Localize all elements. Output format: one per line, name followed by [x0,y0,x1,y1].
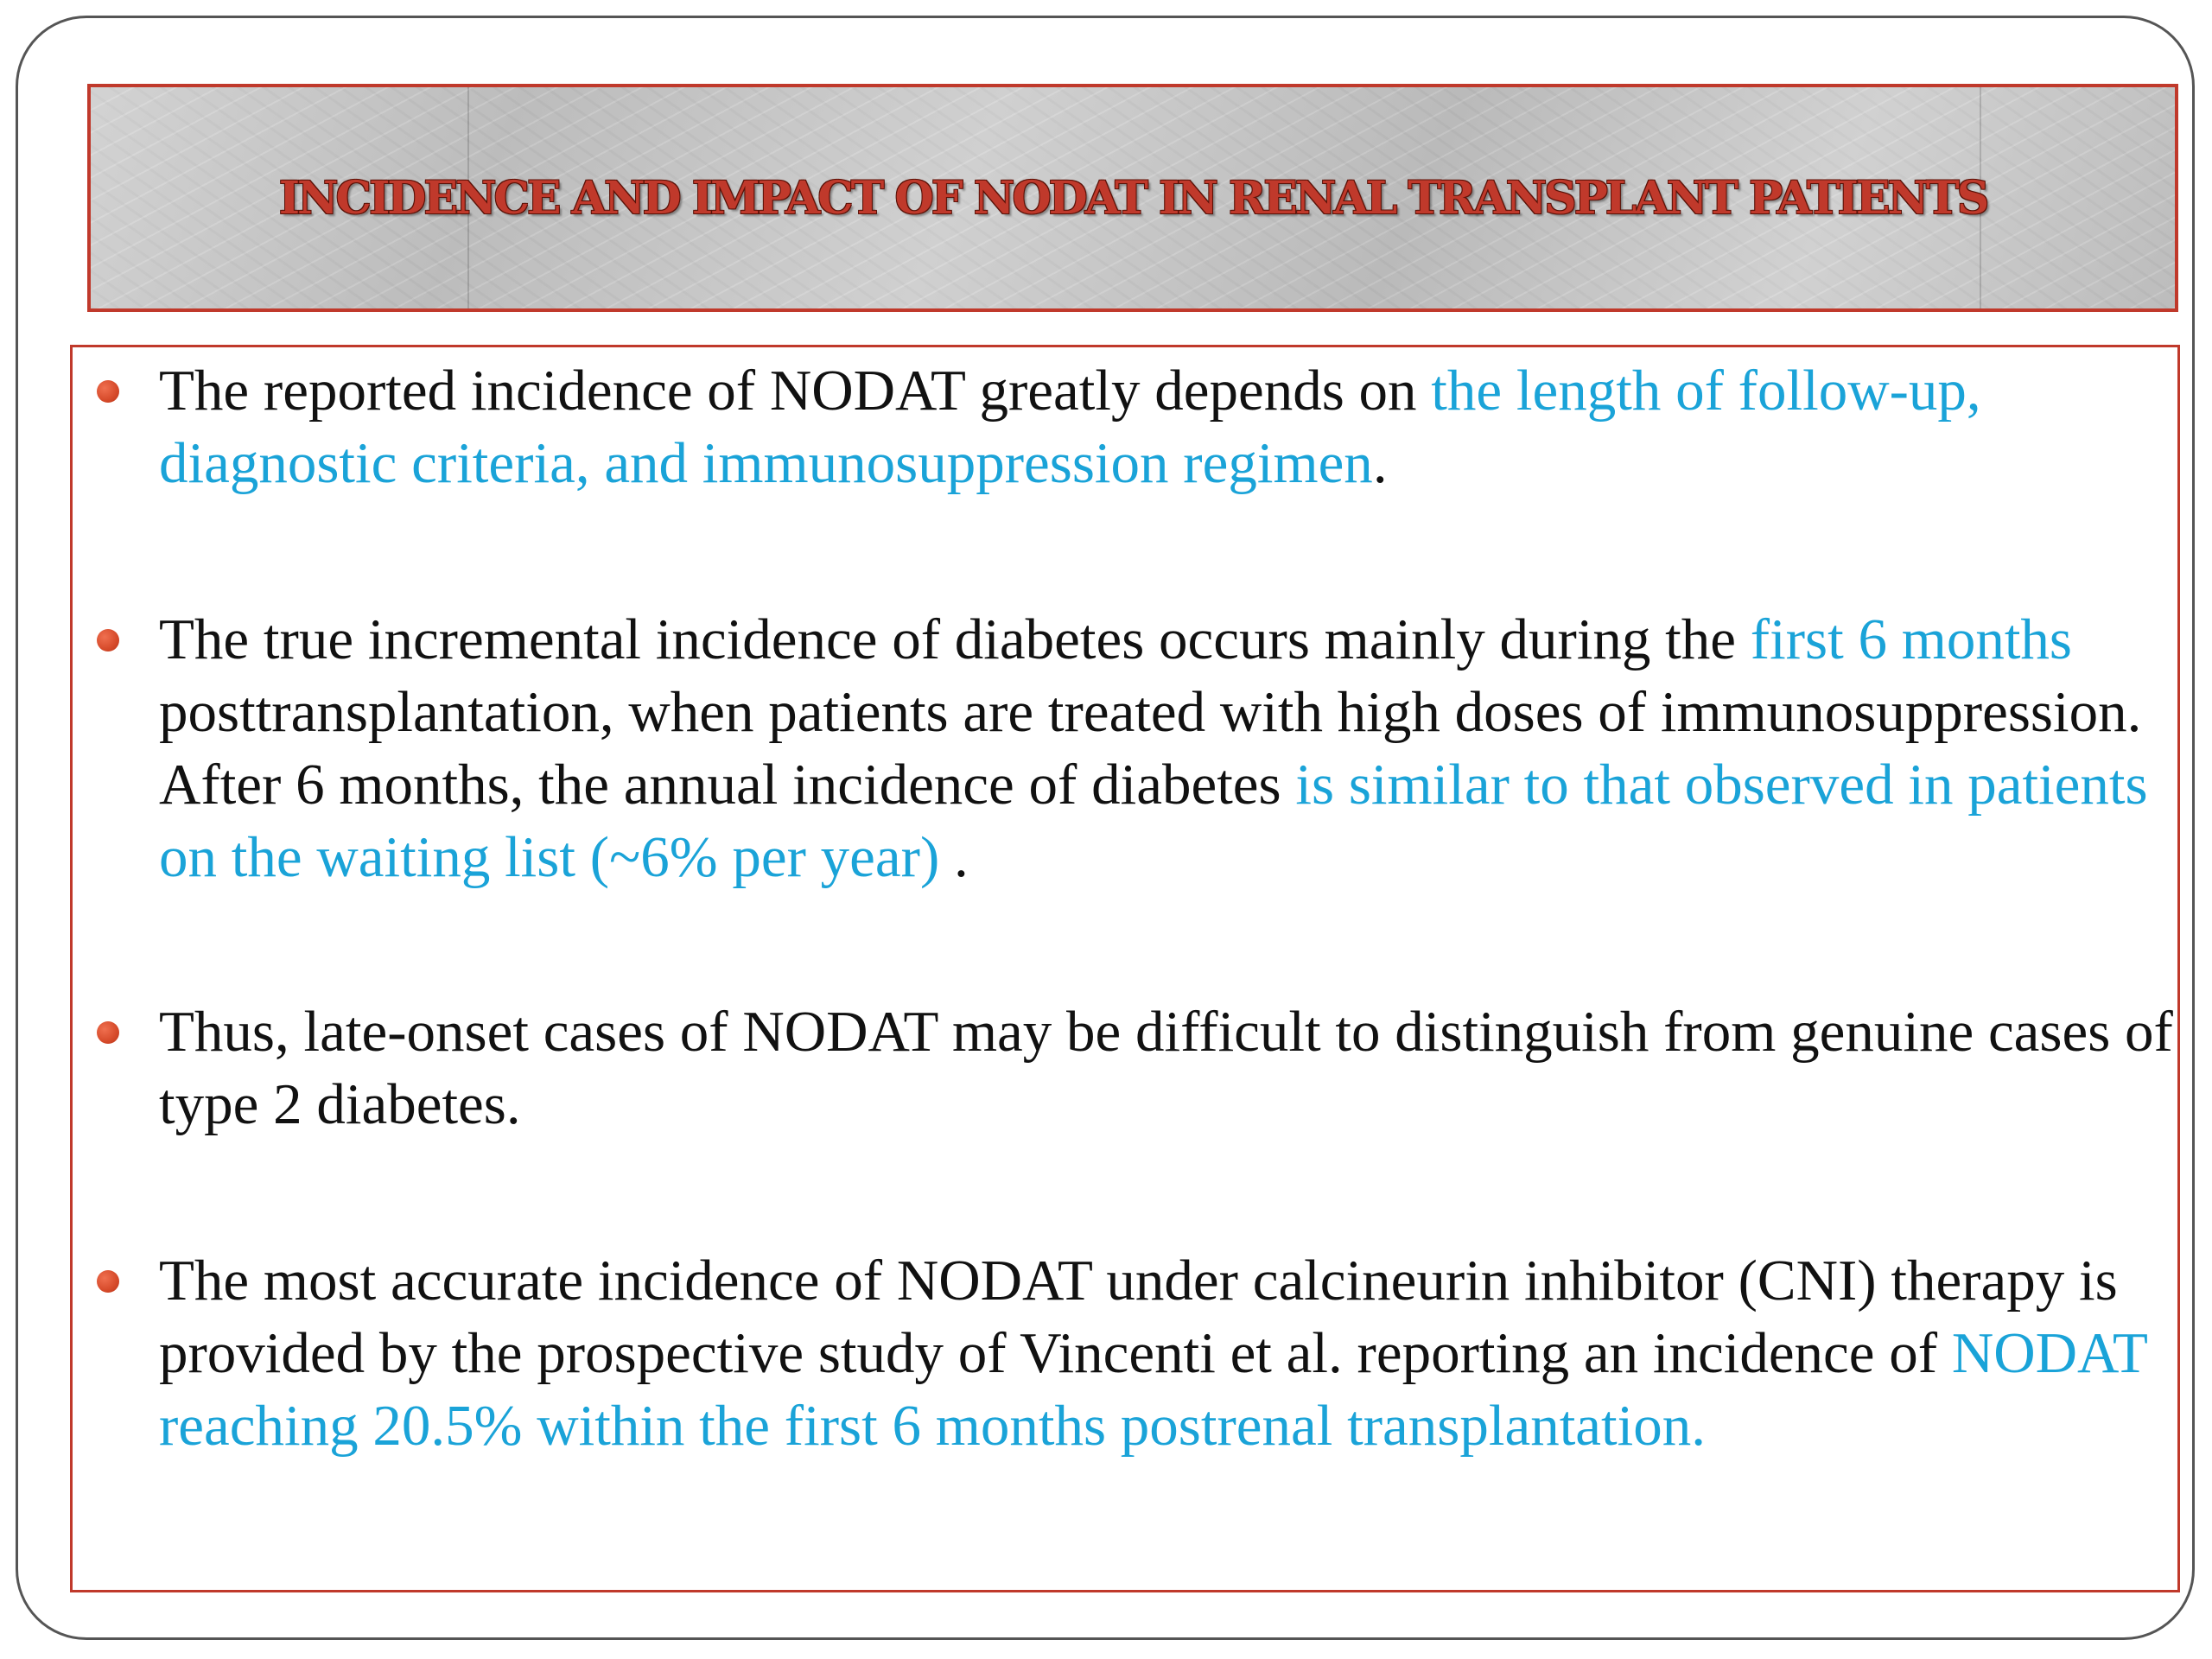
highlighted-text: NODAT reaching 20.5% within the first 6 months postrenal transplantation. [159,1321,2147,1458]
content-box [70,345,2180,1592]
text-segment: . [1372,431,1388,495]
bullet-dot-icon [97,1270,119,1293]
title-banner [87,84,2178,312]
highlighted-text: the length of follow-up, diagnostic criteria, and immunosuppression regimen [159,359,1981,495]
text-segment: . [939,825,969,889]
slide [16,16,2195,1640]
bullet-text [159,995,2198,1141]
bullet-dot-icon [97,380,119,403]
bullet-dot-icon [97,1021,119,1044]
slide-title: INCIDENCE AND IMPACT OF NODAT IN RENAL TRANSPLANT PATIENTS [278,171,1987,225]
bullet-text [159,354,2198,499]
text-segment: posttransplantation, when patients are treated with high doses of immunosuppression. After 6 months, the annual incidence of diabetes [159,680,2142,817]
text-segment: The reported incidence of NODAT greatly depends on [159,359,1432,423]
highlighted-text: first 6 months [1750,607,2073,671]
bullet-text [159,1244,2198,1462]
highlighted-text: is similar to that observed in patients on the waiting list (~6% per year) [159,753,2148,889]
bullet-dot-icon [97,629,119,652]
text-segment: The most accurate incidence of NODAT under calcineurin inhibitor (CNI) therapy is provided by the prospective study of Vincenti et al. reporting an incidence of [159,1249,2118,1385]
bullet-text [159,603,2198,893]
text-segment: Thus, late-onset cases of NODAT may be difficult to distinguish from genuine cases of type 2 diabetes. [159,1000,2173,1136]
text-segment: The true incremental incidence of diabetes occurs mainly during the [159,607,1751,671]
